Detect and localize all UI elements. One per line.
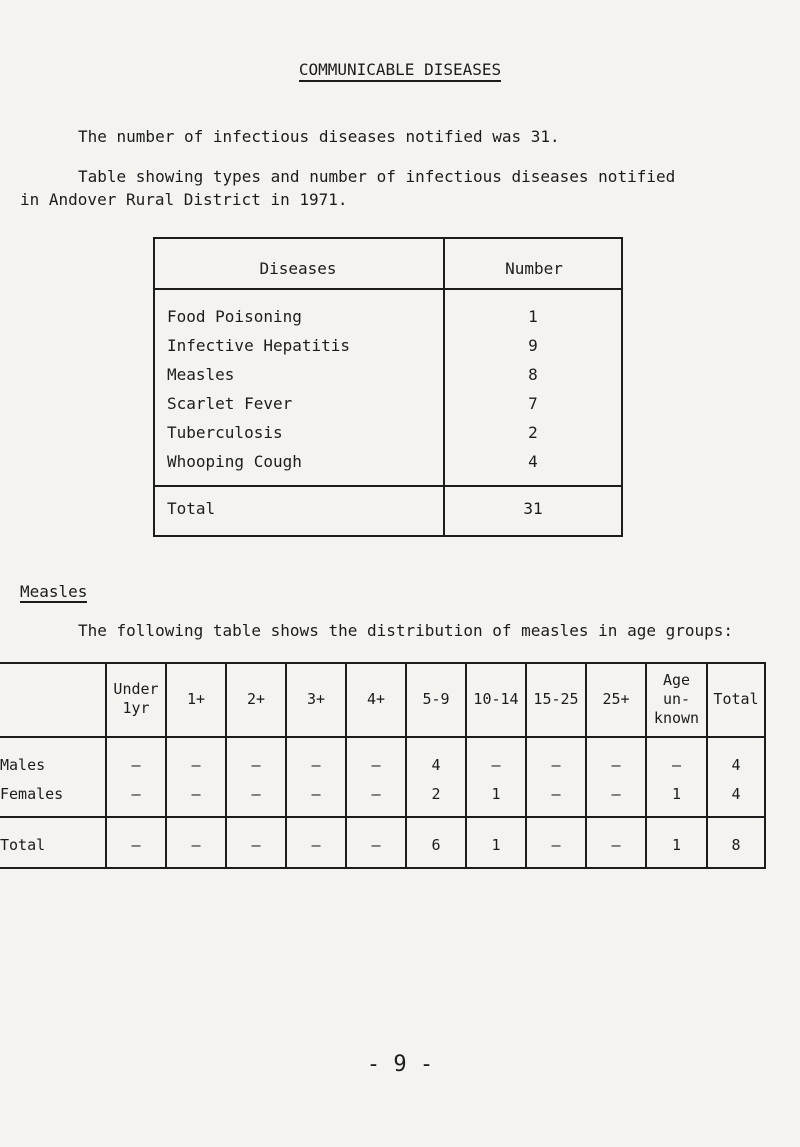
table-cell: – [491, 756, 501, 774]
row-label-females: Females [0, 785, 64, 803]
table-cell: – [191, 756, 201, 774]
table-row: Tuberculosis 2 [167, 423, 538, 442]
header-15-25: 15-25 [533, 690, 579, 708]
intro-text: The number of infectious diseases notified was 31. [78, 127, 560, 146]
table-cell: – [311, 756, 321, 774]
header-2plus: 2+ [246, 690, 266, 708]
header-age-unknown: Age un- known [653, 671, 700, 727]
table-cell: – [371, 785, 381, 803]
table-cell: – [251, 836, 261, 854]
table-row: Scarlet Fever 7 [167, 394, 538, 413]
table-cell: – [131, 836, 141, 854]
header-1plus: 1+ [186, 690, 206, 708]
table-cell: 4 [731, 756, 741, 774]
header-5-9: 5-9 [422, 690, 450, 708]
table-cell: – [131, 756, 141, 774]
measles-heading: Measles [20, 582, 88, 601]
diseases-table [153, 237, 623, 537]
row-label-total: Total [0, 836, 46, 854]
table-cell: – [371, 756, 381, 774]
header-25plus: 25+ [602, 690, 630, 708]
table-row: Measles 8 [167, 365, 538, 384]
table-cell: 1 [671, 836, 682, 854]
table-cell: – [251, 756, 261, 774]
table-cell: – [191, 836, 201, 854]
table-cell: – [311, 785, 321, 803]
header-10-14: 10-14 [473, 690, 519, 708]
table-row: Infective Hepatitis 9 [167, 336, 538, 355]
measles-intro: The following table shows the distribution of measles in age groups: [78, 621, 734, 640]
page-heading: COMMUNICABLE DISEASES [0, 60, 800, 79]
table1-caption-line1: Table showing types and number of infectious diseases notified [78, 167, 676, 186]
table-cell: 4 [731, 785, 741, 803]
row-label-males: Males [0, 756, 46, 774]
header-4plus: 4+ [366, 690, 386, 708]
table-cell: 1 [671, 785, 682, 803]
header-total: Total [713, 690, 759, 708]
table-cell: 4 [431, 756, 441, 774]
header-under-1yr: Under 1yr [113, 680, 159, 717]
header-diseases: Diseases [259, 259, 337, 278]
measles-age-table [0, 662, 800, 870]
header-3plus: 3+ [306, 690, 326, 708]
header-number: Number [505, 259, 563, 278]
table-cell: – [311, 836, 321, 854]
table-row: Food Poisoning 1 [167, 307, 538, 326]
table-cell: – [611, 756, 621, 774]
table-cell: – [611, 836, 621, 854]
table-cell: 2 [431, 785, 441, 803]
table-cell: – [611, 785, 621, 803]
total-value: 31 [523, 499, 543, 518]
table-cell: 1 [491, 836, 501, 854]
table-cell: – [131, 785, 141, 803]
table-row: Whooping Cough 4 [167, 452, 538, 471]
table-cell: – [551, 756, 561, 774]
table-cell: – [671, 756, 682, 774]
table-cell: – [371, 836, 381, 854]
table-cell: 6 [431, 836, 441, 854]
table-cell: – [251, 785, 261, 803]
table-cell: 8 [731, 836, 741, 854]
table-cell: 1 [491, 785, 501, 803]
table1-caption-line2: in Andover Rural District in 1971. [20, 190, 348, 209]
table-cell: – [551, 785, 561, 803]
table-cell: – [191, 785, 201, 803]
table-cell: – [551, 836, 561, 854]
page-number: - 9 - [366, 1052, 434, 1077]
total-label: Total [167, 499, 216, 518]
